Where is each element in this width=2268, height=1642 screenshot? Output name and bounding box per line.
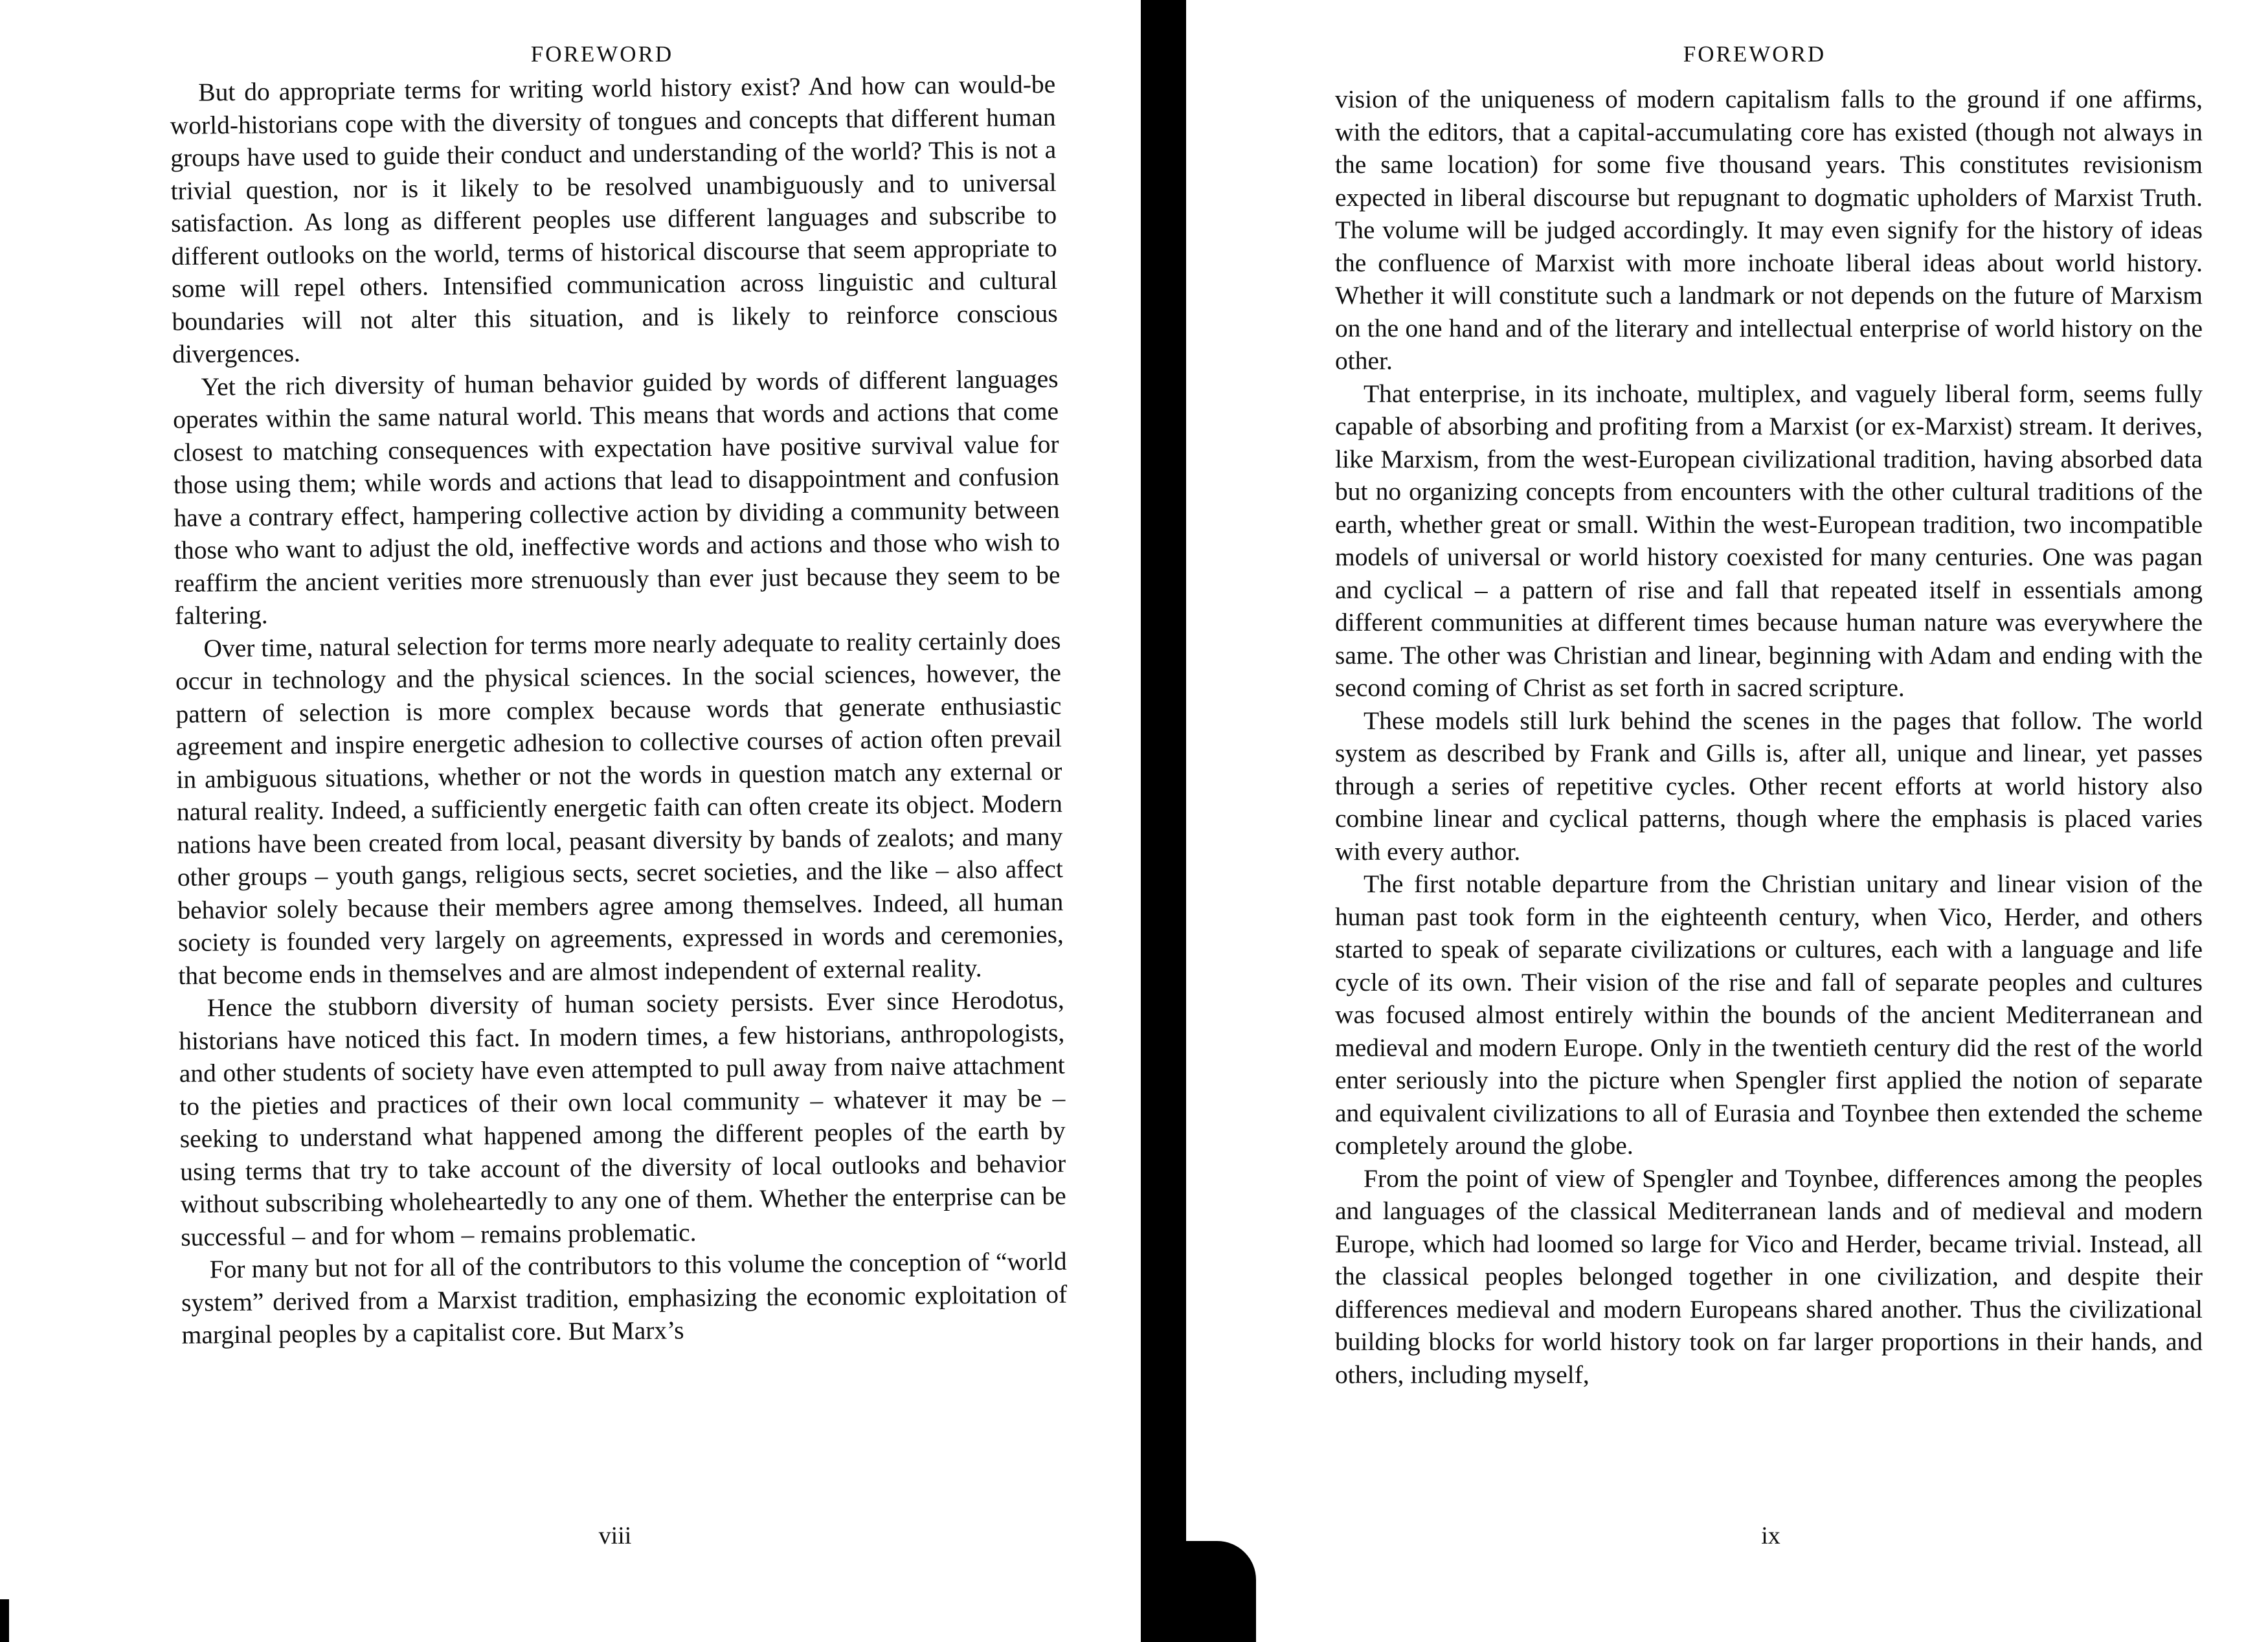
right-running-head: FOREWORD [1683, 41, 1826, 67]
right-paragraph-3: The first notable departure from the Christian unitary and linear vision of the human past took form in the eighteenth century, when Vico, Herder, and others started to speak of separate civilizations or cultures, each with a language and life cycle of its own. Their vision of the rise and fall of separate peoples and cultures was focused almost entirely within the bounds of the ancient Mediterranean and medieval and modern Europe. Only in the twentieth century did the rest of the world enter seriously into the picture when Spengler first applied the notion of separate and equivalent civilizations to all of Eurasia and Toynbee then extended the scheme completely around the globe. [1335, 870, 2203, 1160]
right-continued-paragraph: vision of the uniqueness of modern capitalism falls to the ground if one affirms, with the editors, that a capital-accumulating core has existed (though not always in the same location) for some five thousand years. This constitutes revisionism expected in liberal discourse but repugnant to dogmatic upholders of Marxist Truth. The volume will be judged accordingly. It may even signify for the history of ideas the confluence of Marxist with more inchoate liberal ideas about world history. Whether it will constitute such a landmark or not depends on the future of Marxism on the one hand and of the literary and intellectual enterprise of world history on the other. [1335, 85, 2203, 375]
left-edge-shadow [0, 1599, 9, 1642]
left-paragraph-2: Yet the rich diversity of human behavior guided by words of different languages operates within the same natural world. This means that words and actions that come closest to matching consequences with expectation have positive survival value for those using them; while words and actions that lead to disappointment and confusion have a contrary effect, hampering collective action by dividing a community between those who want to adjust the old, ineffective words and actions and those who wish to reaffirm the ancient verities more strenuously than ever just because they seem to be faltering. [172, 364, 1061, 630]
right-page-number: ix [1761, 1522, 1780, 1549]
right-paragraph-4: From the point of view of Spengler and Toynbee, differences among the peoples and languages of the classical Mediterranean lands and of medieval and modern Europe, which had loomed so large for Vico and Herder, became trivial. Instead, all the classical peoples belonged together in one civilization, and despite their differences medieval and modern Europeans shared another. Thus the civilizational building blocks for world history took on far larger proportions in their hands, and others, including myself, [1335, 1164, 2203, 1389]
left-paragraph-3: Over time, natural selection for terms more nearly adequate to reality certainly does occur in technology and the physical sciences. In the social sciences, however, the pattern of selection is more complex because words that generate enthusiastic agreement and inspire energetic adhesion to collective courses of action often prevail in ambiguous situations, whether or not the words in question match any external or natural reality. Indeed, a sufficiently energetic faith can often create its object. Modern nations have been created from local, peasant diversity by bands of zealots; and many other groups – youth gangs, religious sects, secret societies, and the like – also affect behavior solely because their members agree among themselves. Indeed, all human society is founded very largely on agreements, expressed in words and ceremonies, that become ends in themselves and are almost independent of external reality. [175, 625, 1064, 990]
right-text-block [1335, 83, 2203, 1391]
left-text-block [170, 68, 1068, 1352]
left-page-number: viii [598, 1522, 632, 1549]
left-paragraph-4: Hence the stubborn diversity of human society persists. Ever since Herodotus, historians have noticed this fact. In modern times, a few historians, anthropologists, and other students of society have even attempted to pull away from naive attachment to the pieties and practices of their own local community – whatever it may be – seeking to understand what happened among the different peoples of the earth by using terms that try to take account of the diversity of local outlooks and behavior without subscribing wholeheartedly to any one of them. Whether the enterprise can be successful – and for whom – remains problematic. [179, 985, 1066, 1252]
left-paragraph-5: For many but not for all of the contributors to this volume the conception of “world system” derived from a Marxist tradition, emphasizing the economic exploitation of marginal peoples by a capitalist core. But Marx’s [181, 1246, 1068, 1349]
right-page [1149, 0, 2268, 1642]
left-running-head: FOREWORD [530, 41, 674, 67]
right-paragraph-2: These models still lurk behind the scenes in the pages that follow. The world system as described by Frank and Gills is, after all, unique and linear, yet passes through a series of repetitive cycles. Other recent efforts at world history also combine linear and cyclical patterns, though where the emphasis is placed varies with every author. [1335, 706, 2203, 866]
left-paragraph-1: But do appropriate terms for writing world history exist? And how can would-be world-historians cope with the diversity of tongues and concepts that different human groups have used to guide their conduct and understanding of the world? This is not a trivial question, nor is it likely to be resolved unambiguously and to universal satisfaction. As long as different peoples use different languages and subscribe to different outlooks on the world, terms of historical discourse that seem appropriate to some will repel others. Intensified communication across linguistic and cultural boundaries will not alter this situation, and is likely to reinforce conscious divergences. [170, 69, 1058, 368]
right-paragraph-1: That enterprise, in its inchoate, multiplex, and vaguely liberal form, seems fully capable of absorbing and profiting from a Marxist (or ex-Marxist) stream. It derives, like Marxism, from the west-European civilizational tradition, having absorbed data but no organizing concepts from encounters with the other cultural traditions of the earth, whether great or small. Within the west-European tradition, two incompatible models of universal or world history coexisted for many centuries. One was pagan and cyclical – a pattern of rise and fall that repeated itself in essentials among different communities at different times because human nature was everywhere the same. The other was Christian and linear, beginning with Adam and ending with the second coming of Christ as set forth in sacred scripture. [1335, 379, 2203, 702]
